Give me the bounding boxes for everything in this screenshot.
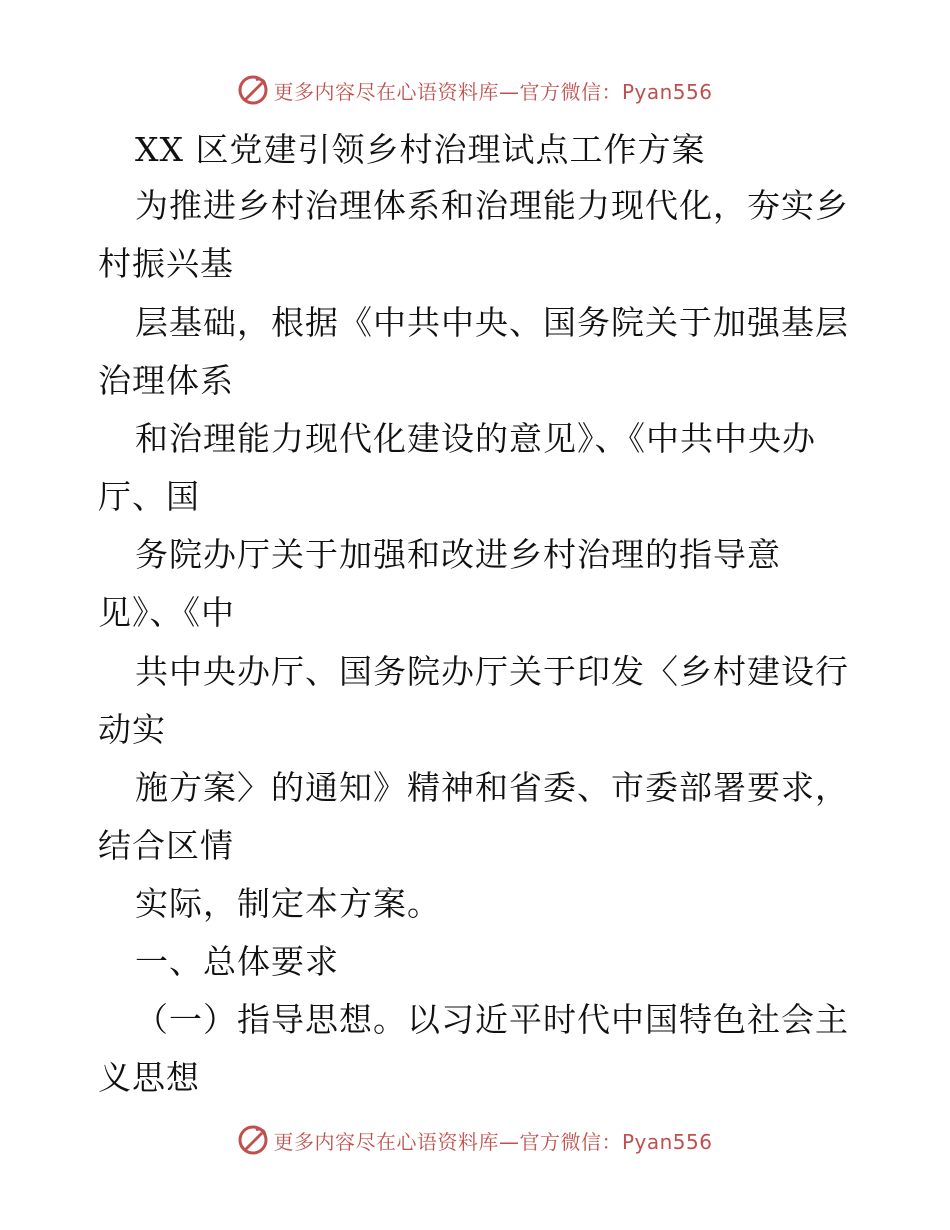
text-line: 厅、国 — [98, 477, 200, 516]
text-line: 施方案〉的通知》精神和省委、市委部署要求， — [135, 768, 849, 807]
text-line: 层基础，根据《中共中央、国务院关于加强基层 — [135, 303, 849, 342]
pen-logo-icon — [237, 1124, 269, 1156]
text-line: 村振兴基 — [98, 244, 234, 283]
text-line: 共中央办厅、国务院办厅关于印发〈乡村建设行 — [135, 652, 849, 691]
text-line: 和治理能力现代化建设的意见》、《中共中央办 — [135, 419, 816, 458]
pen-logo-icon — [237, 74, 269, 106]
text-line: （一）指导思想。以习近平时代中国特色社会主 — [135, 1000, 849, 1039]
text-line: 义思想 — [98, 1058, 200, 1097]
text-line: 为推进乡村治理体系和治理能力现代化，夯实乡 — [135, 186, 849, 225]
text-line: 见》、《中 — [98, 593, 235, 632]
text-line: 动实 — [98, 710, 166, 749]
watermark-text: 更多内容尽在心语资料库—官方微信：Pyan556 — [273, 1129, 713, 1154]
watermark-text: 更多内容尽在心语资料库—官方微信：Pyan556 — [273, 79, 713, 104]
text-line: 实际，制定本方案。 — [135, 884, 441, 923]
text-line: 治理体系 — [98, 361, 234, 400]
header-watermark — [0, 70, 950, 110]
text-line: 务院办厅关于加强和改进乡村治理的指导意 — [135, 535, 781, 574]
footer-watermark — [0, 1120, 950, 1160]
document-title: XX 区党建引领乡村治理试点工作方案 — [135, 130, 706, 169]
text-line: 结合区情 — [98, 826, 234, 865]
section-heading: 一、总体要求 — [135, 942, 339, 981]
